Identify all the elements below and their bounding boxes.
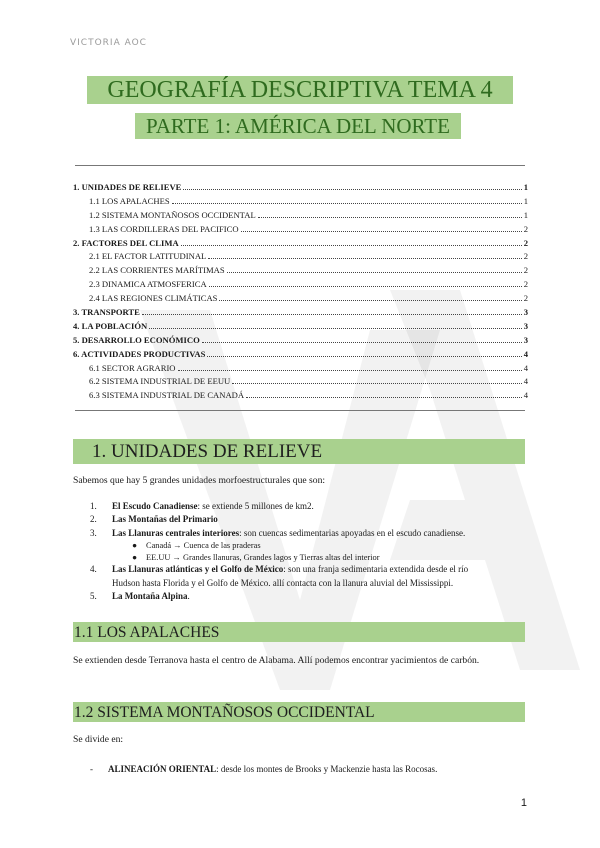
toc-entry-label: 3. TRANSPORTE xyxy=(73,307,140,318)
toc-leader-dots xyxy=(246,397,522,398)
list-item: 5. La Montaña Alpina. xyxy=(90,591,190,602)
toc-entry-label: 2.2 LAS CORRIENTES MARÍTIMAS xyxy=(89,265,225,276)
toc-entry-label: 1. UNIDADES DE RELIEVE xyxy=(73,182,182,192)
toc-entry-label: 4. LA POBLACIÓN xyxy=(73,320,148,331)
toc-leader-dots xyxy=(207,356,521,357)
toc-leader-dots xyxy=(258,217,522,218)
toc-leader-dots xyxy=(149,328,521,329)
toc-entry[interactable] xyxy=(73,293,528,307)
toc-entry-page: 3 xyxy=(523,334,528,345)
list-item: 3. Las Llanuras centrales interiores: son cuencas sedimentarias apoyadas en el escudo canadiense. xyxy=(90,527,466,538)
toc-entry-page: 2 xyxy=(523,237,528,248)
toc-entry-label: 2.1 EL FACTOR LATITUDINAL xyxy=(89,251,207,262)
toc-leader-dots xyxy=(142,314,522,315)
toc-leader-dots xyxy=(172,203,522,204)
toc-entry-page: 4 xyxy=(523,376,528,387)
toc-entry-page: 2 xyxy=(523,293,528,304)
toc-entry-page: 4 xyxy=(523,348,528,359)
toc-leader-dots xyxy=(183,189,521,190)
toc-entry-label: 6. ACTIVIDADES PRODUCTIVAS xyxy=(73,348,206,359)
section-heading-apalaches: 1.1 LOS APALACHES xyxy=(73,622,525,642)
toc-entry-page: 3 xyxy=(523,320,528,331)
toc-entry-label: 6.2 SISTEMA INDUSTRIAL DE EEUU xyxy=(89,376,231,387)
toc-leader-dots xyxy=(202,342,522,343)
toc-entry[interactable] xyxy=(73,196,528,210)
list-item: 1. El Escudo Canadiense: se extiende 5 millones de km2. xyxy=(90,501,314,511)
list-item: 4. Las Llanuras atlánticas y el Golfo de México: son una franja sedimentaria extendida desde el río xyxy=(90,564,469,575)
toc-top-divider xyxy=(75,165,525,166)
section-occidental-intro: Se divide en: xyxy=(73,734,124,745)
section-apalaches-text: Se extienden desde Terranova hasta el centro de Alabama. Allí podemos encontrar yacimientos de carbón. xyxy=(73,655,480,666)
toc-entry[interactable] xyxy=(73,349,528,363)
section-heading-relieve: 1. UNIDADES DE RELIEVE xyxy=(73,439,525,464)
sub-list-item: ● Canadá → Cuenca de las praderas xyxy=(132,541,261,551)
table-of-contents xyxy=(73,182,528,404)
toc-entry[interactable] xyxy=(73,224,528,238)
toc-entry-label: 2.3 DINAMICA ATMOSFERICA xyxy=(89,279,207,290)
toc-entry[interactable] xyxy=(73,321,528,335)
author-watermark: VICTORIA AOC xyxy=(70,38,147,48)
toc-entry-label: 2. FACTORES DEL CLIMA xyxy=(73,237,179,248)
toc-entry[interactable] xyxy=(73,265,528,279)
toc-entry-label: 1.2 SISTEMA MONTAÑOSOS OCCIDENTAL xyxy=(89,209,256,220)
toc-leader-dots xyxy=(181,245,522,246)
toc-entry[interactable] xyxy=(73,376,528,390)
document-subtitle: PARTE 1: AMÉRICA DEL NORTE xyxy=(135,113,461,139)
toc-entry-label: 6.3 SISTEMA INDUSTRIAL DE CANADÁ xyxy=(89,390,245,401)
toc-entry-label: 2.4 LAS REGIONES CLIMÁTICAS xyxy=(89,293,218,304)
toc-leader-dots xyxy=(209,286,522,287)
toc-entry[interactable] xyxy=(73,390,528,404)
toc-entry[interactable] xyxy=(73,182,528,196)
toc-entry[interactable] xyxy=(73,279,528,293)
toc-leader-dots xyxy=(178,370,522,371)
toc-entry-page: 2 xyxy=(523,279,528,290)
toc-entry-page: 2 xyxy=(523,223,528,234)
toc-entry[interactable] xyxy=(73,307,528,321)
toc-entry-page: 4 xyxy=(523,390,528,401)
toc-leader-dots xyxy=(208,258,521,259)
toc-leader-dots xyxy=(219,300,521,301)
toc-entry[interactable] xyxy=(73,363,528,377)
document-title: GEOGRAFÍA DESCRIPTIVA TEMA 4 xyxy=(87,76,513,104)
toc-entry-page: 3 xyxy=(523,307,528,318)
toc-entry[interactable] xyxy=(73,335,528,349)
toc-entry-page: 1 xyxy=(523,182,528,192)
toc-entry-page: 2 xyxy=(523,251,528,262)
toc-entry-label: 1.1 LOS APALACHES xyxy=(89,195,170,206)
toc-leader-dots xyxy=(241,231,522,232)
toc-leader-dots xyxy=(232,383,521,384)
section1-intro: Sabemos que hay 5 grandes unidades morfoestructurales que son: xyxy=(73,475,326,486)
toc-entry[interactable] xyxy=(73,210,528,224)
page-number: 1 xyxy=(520,797,527,809)
toc-leader-dots xyxy=(227,272,522,273)
toc-entry-label: 5. DESARROLLO ECONÓMICO xyxy=(73,334,200,345)
toc-entry-label: 6.1 SECTOR AGRARIO xyxy=(89,362,176,373)
section-heading-sistema-occidental: 1.2 SISTEMA MONTAÑOSOS OCCIDENTAL xyxy=(73,702,525,722)
toc-entry-page: 1 xyxy=(523,209,528,220)
toc-bottom-divider xyxy=(75,410,525,411)
toc-entry-page: 1 xyxy=(523,195,528,206)
list-item-continuation: Hudson hasta Florida y el Golfo de México. allí contacta con la llanura aluvial del Mississippi. xyxy=(112,577,454,588)
toc-entry-page: 4 xyxy=(523,362,528,373)
toc-entry-label: 1.3 LAS CORDILLERAS DEL PACIFICO xyxy=(89,223,239,234)
toc-entry[interactable] xyxy=(73,238,528,252)
toc-entry[interactable] xyxy=(73,251,528,265)
sub-list-item: ● EE.UU → Grandes llanuras, Grandes lagos y Tierras altas del interior xyxy=(132,552,380,562)
list-item: 2. Las Montañas del Primario xyxy=(90,514,218,525)
toc-entry-page: 2 xyxy=(523,265,528,276)
relief-units-list xyxy=(90,500,530,603)
list-item: - ALINEACIÓN ORIENTAL: desde los montes de Brooks y Mackenzie hasta las Rocosas. xyxy=(90,764,438,774)
